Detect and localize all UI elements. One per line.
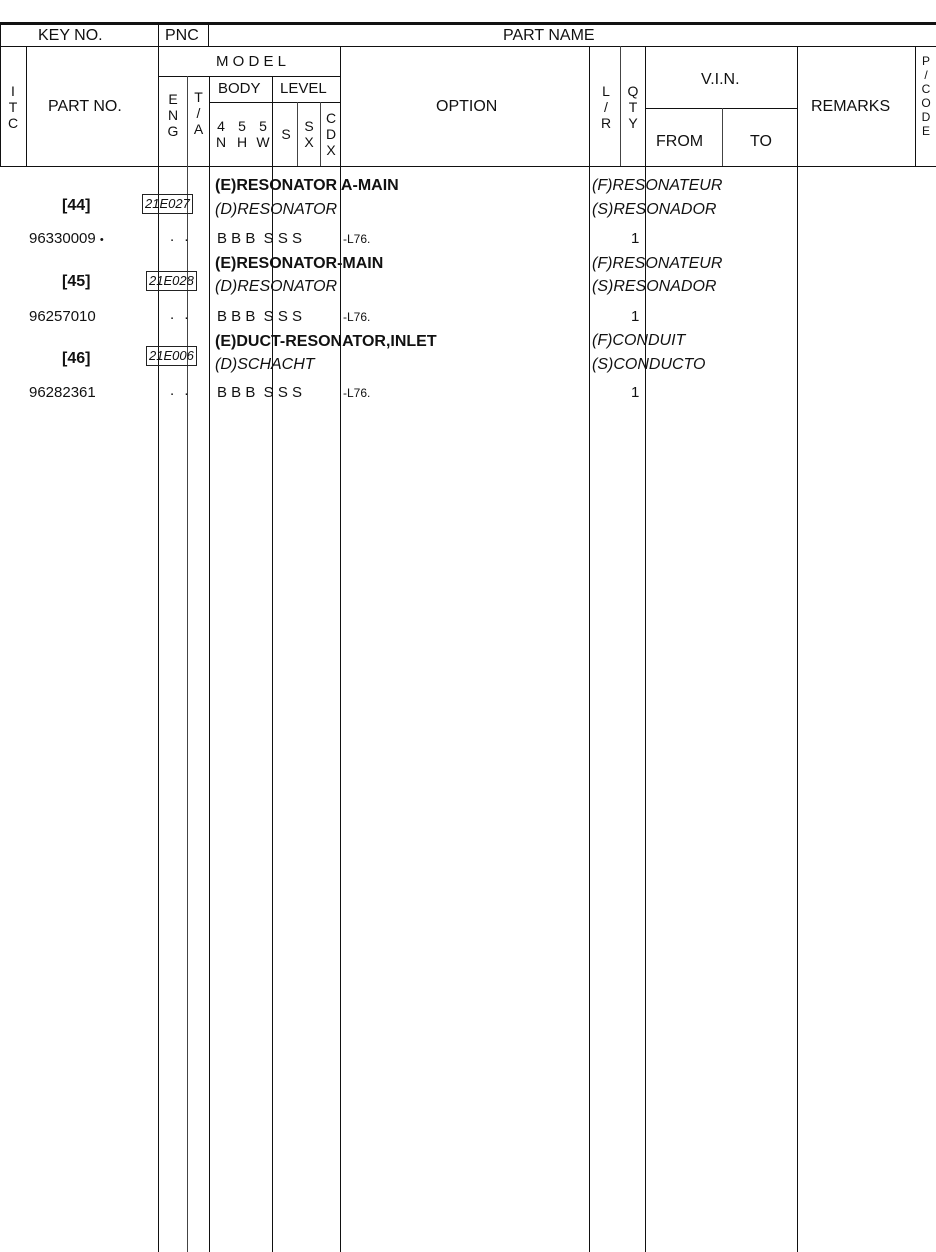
ta-letter: A: [193, 121, 204, 137]
header-top-border: [0, 22, 936, 25]
quantity: 1: [631, 384, 640, 401]
eng-ta-dots: . .: [170, 382, 192, 399]
option-code: -L76.: [343, 310, 371, 324]
option-code: -L76.: [343, 386, 371, 400]
body-col-char: N: [215, 134, 227, 150]
qty-letter: Q: [627, 83, 639, 99]
part-number-value: 96282361: [29, 384, 96, 401]
model-header: M O D E L: [216, 53, 287, 70]
col-line-n: [722, 108, 723, 166]
part-name-french: (F)RESONATEUR: [592, 255, 723, 272]
col-line-g: [272, 76, 273, 1252]
model-divider: [158, 76, 340, 77]
eng-letter: G: [167, 123, 179, 139]
level-col-s: [276, 126, 296, 142]
quantity: 1: [631, 230, 640, 247]
level-col-char: S: [304, 118, 314, 134]
pcode-letter: C: [921, 82, 931, 96]
part-number: [29, 230, 104, 247]
part-name-german: (D)RESONATOR: [215, 278, 338, 295]
pcode-header: [918, 54, 934, 138]
body-col-char: 5: [238, 118, 246, 134]
part-name-german: (D)RESONATOR: [215, 201, 338, 218]
vin-from-header: FROM: [656, 133, 704, 150]
col-line-e: [187, 76, 188, 1252]
col-line-j: [340, 46, 341, 1252]
level-col-char: S: [281, 126, 291, 142]
body-col-5w: [254, 118, 272, 150]
pnc-header: PNC: [165, 27, 199, 44]
lr-letter: L: [602, 83, 610, 99]
body-col-5h: [233, 118, 251, 150]
col-line-f: [209, 76, 210, 1252]
pnc-code-box: 21E027: [142, 194, 193, 214]
vin-header: V.I.N.: [701, 71, 740, 88]
col-line-i: [320, 102, 321, 166]
pnc-code-box: 21E006: [146, 346, 197, 366]
vin-divider: [645, 108, 797, 109]
level-col-sx: [299, 118, 319, 150]
lr-letter: /: [604, 99, 608, 115]
key-no-header: KEY NO.: [38, 27, 103, 44]
pnc-code-box: 21E028: [146, 271, 197, 291]
lr-letter: R: [600, 115, 612, 131]
col-line-p: [915, 46, 916, 166]
eng-ta-dots: . .: [170, 306, 192, 323]
body-col-4n: [212, 118, 230, 150]
col-line-h: [297, 102, 298, 166]
level-col-cdx: [322, 110, 340, 158]
pcode-letter: O: [921, 96, 931, 110]
header-bottom-border: [0, 166, 936, 167]
model-applicability-codes: B B B S S S: [217, 230, 303, 247]
vin-to-header: TO: [750, 133, 772, 150]
ta-letter: /: [196, 105, 201, 121]
key-number: [46]: [62, 350, 91, 367]
col-line-k: [589, 46, 590, 1252]
body-col-char: 5: [259, 118, 267, 134]
header-row1-divider: [0, 46, 936, 47]
col-line-m: [645, 46, 646, 1252]
part-name-german: (D)SCHACHT: [215, 356, 315, 373]
part-no-header: PART NO.: [48, 98, 122, 115]
part-name-french: (F)CONDUIT: [592, 332, 686, 349]
part-number: [29, 308, 96, 325]
col-line-b: [26, 46, 27, 166]
part-number: [29, 384, 96, 401]
option-code: -L76.: [343, 232, 371, 246]
level-col-char: D: [325, 126, 337, 142]
itc-letter: I: [11, 83, 15, 99]
quantity: 1: [631, 308, 640, 325]
part-name-spanish: (S)RESONADOR: [592, 278, 717, 295]
level-header: LEVEL: [280, 80, 327, 97]
part-number-value: 96257010: [29, 308, 96, 325]
itc-letter: T: [8, 99, 18, 115]
level-col-char: C: [325, 110, 337, 126]
itc-header: [2, 83, 24, 131]
key-number: [44]: [62, 197, 91, 214]
eng-header: [161, 91, 185, 139]
ta-header: [189, 89, 208, 137]
body-col-char: 4: [217, 118, 225, 134]
col-line-l: [620, 46, 621, 166]
part-name-spanish: (S)CONDUCTO: [592, 356, 706, 373]
body-col-char: W: [256, 134, 270, 150]
model-applicability-codes: B B B S S S: [217, 308, 303, 325]
part-name-english: (E)RESONATOR A-MAIN: [215, 177, 399, 194]
ta-letter: T: [194, 89, 203, 105]
pcode-letter: P: [921, 54, 930, 68]
part-number-value: 96330009: [29, 230, 96, 247]
eng-letter: N: [167, 107, 179, 123]
level-col-char: X: [304, 134, 314, 150]
pcode-letter: D: [921, 110, 931, 124]
level-col-char: X: [326, 142, 336, 158]
lr-header: [594, 83, 618, 131]
pcode-letter: /: [924, 68, 928, 82]
part-name-spanish: (S)RESONADOR: [592, 201, 717, 218]
remarks-header: REMARKS: [811, 98, 891, 115]
part-name-english: (E)DUCT-RESONATOR,INLET: [215, 333, 437, 350]
eng-ta-dots: . .: [170, 228, 192, 245]
option-header: OPTION: [436, 98, 498, 115]
col-line-a: [0, 22, 1, 166]
part-number-mark: •: [99, 234, 104, 246]
itc-letter: C: [7, 115, 19, 131]
part-name-header: PART NAME: [503, 27, 595, 44]
col-line-o: [797, 46, 798, 1252]
qty-header: [622, 83, 644, 131]
qty-letter: Y: [628, 115, 638, 131]
col-line-d: [208, 22, 209, 46]
part-name-french: (F)RESONATEUR: [592, 177, 723, 194]
body-col-char: H: [236, 134, 248, 150]
eng-letter: E: [168, 91, 178, 107]
key-number: [45]: [62, 273, 91, 290]
part-name-english: (E)RESONATOR-MAIN: [215, 255, 384, 272]
qty-letter: T: [628, 99, 638, 115]
model-applicability-codes: B B B S S S: [217, 384, 303, 401]
body-header: BODY: [218, 80, 261, 97]
pcode-letter: E: [921, 124, 930, 138]
